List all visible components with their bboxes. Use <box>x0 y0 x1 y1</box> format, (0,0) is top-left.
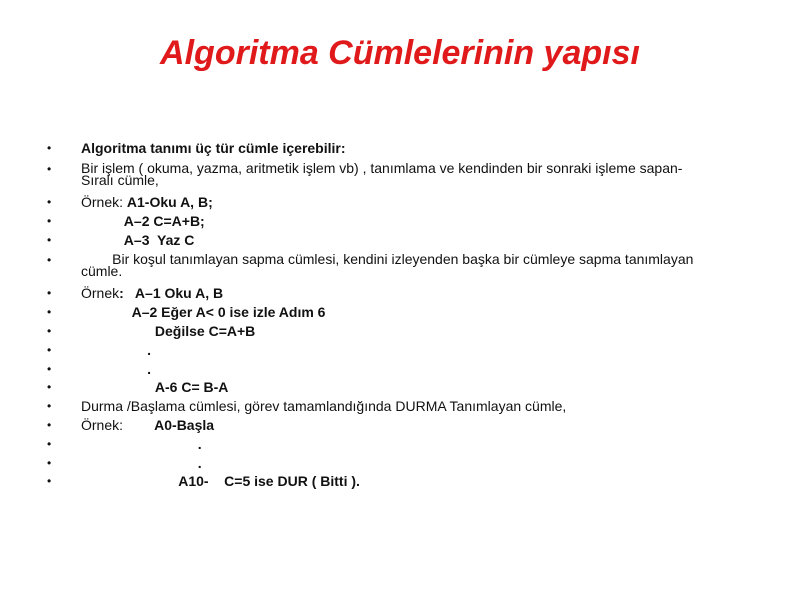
bullet-text: Algoritma tanımı üç tür cümle içerebilir: <box>81 140 346 156</box>
bullet-dot: • <box>47 456 52 470</box>
bullet-dot: • <box>47 141 52 155</box>
bullet-text: A-6 C= B-A <box>154 379 229 395</box>
bullet-dot: • <box>47 437 52 451</box>
bullet-dot: • <box>47 233 52 247</box>
bullet-dot: • <box>47 362 52 376</box>
bullet-dot: • <box>47 380 52 394</box>
bullet-dot: • <box>47 418 52 432</box>
bullet-dot: • <box>47 214 52 228</box>
bullet-text: . <box>147 361 152 377</box>
bullet-text: Örnek: A0-Başla <box>81 417 215 433</box>
bullet-text: A10- C=5 ise DUR ( Bitti ). <box>178 473 360 489</box>
bullet-dot: • <box>47 286 52 300</box>
slide-title: Algoritma Cümlelerinin yapısı <box>160 34 640 72</box>
bullet-dot: • <box>47 162 52 176</box>
bullet-text: . <box>197 436 202 452</box>
bullet-text: Örnek: A1-Oku A, B; <box>81 194 213 210</box>
bullet-dot: • <box>47 474 52 488</box>
bullet-text: A–3 Yaz C <box>123 232 195 248</box>
bullet-text: Değilse C=A+B <box>154 323 256 339</box>
bullet-text: Bir koşul tanımlayan sapma cümlesi, kendini izleyenden başka bir cümleye sapma tanımlayan cümle. <box>81 251 698 279</box>
bullet-text: Durma /Başlama cümlesi, görev tamamlandığında DURMA Tanımlayan cümle, <box>81 398 567 414</box>
bullet-text: A–2 Eğer A< 0 ise izle Adım 6 <box>131 304 326 320</box>
bullet-text: A–2 C=A+B; <box>123 213 205 229</box>
bullet-text: Örnek: A–1 Oku A, B <box>81 285 224 301</box>
bullet-dot: • <box>47 195 52 209</box>
bullet-dot: • <box>47 305 52 319</box>
bullet-dot: • <box>47 253 52 267</box>
bullet-dot: • <box>47 324 52 338</box>
bullet-text: . <box>147 342 152 358</box>
bullet-dot: • <box>47 399 52 413</box>
bullet-dot: • <box>47 343 52 357</box>
bullet-text: . <box>197 455 202 471</box>
bullet-text: Bir işlem ( okuma, yazma, aritmetik işlem vb) , tanımlama ve kendinden bir sonraki işleme sapan- Sıralı cümle, <box>81 160 683 188</box>
